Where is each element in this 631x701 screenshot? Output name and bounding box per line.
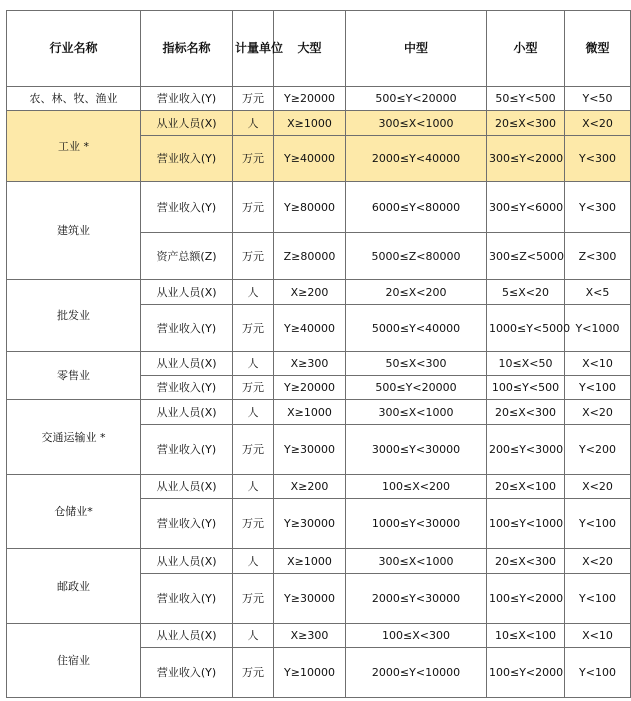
industry-name: 交通运输业 *: [7, 400, 141, 475]
cell-small: 300≤Z<5000: [487, 233, 565, 280]
cell-metric: 资产总额(Z): [141, 233, 233, 280]
cell-large: Y≥40000: [274, 305, 346, 352]
cell-unit: 人: [233, 280, 274, 305]
cell-large: X≥300: [274, 352, 346, 376]
cell-micro: Y<100: [565, 376, 631, 400]
cell-metric: 营业收入(Y): [141, 648, 233, 698]
cell-large: Y≥20000: [274, 87, 346, 111]
cell-metric: 营业收入(Y): [141, 376, 233, 400]
cell-large: Y≥10000: [274, 648, 346, 698]
cell-unit: 万元: [233, 87, 274, 111]
cell-medium: 50≤X<300: [346, 352, 487, 376]
cell-small: 50≤Y<500: [487, 87, 565, 111]
enterprise-size-table: [6, 10, 631, 698]
cell-micro: X<20: [565, 475, 631, 499]
cell-medium: 300≤X<1000: [346, 549, 487, 574]
industry-name: 工业 *: [7, 111, 141, 182]
cell-small: 20≤X<300: [487, 549, 565, 574]
header-unit: 计量单位: [233, 11, 274, 87]
cell-small: 100≤Y<2000: [487, 574, 565, 624]
cell-unit: 万元: [233, 233, 274, 280]
cell-micro: Z<300: [565, 233, 631, 280]
cell-medium: 500≤Y<20000: [346, 376, 487, 400]
cell-medium: 500≤Y<20000: [346, 87, 487, 111]
cell-metric: 从业人员(X): [141, 280, 233, 305]
cell-unit: 万元: [233, 425, 274, 475]
table-row: [7, 182, 631, 233]
cell-medium: 300≤X<1000: [346, 400, 487, 425]
cell-unit: 万元: [233, 136, 274, 182]
cell-small: 300≤Y<2000: [487, 136, 565, 182]
cell-unit: 万元: [233, 305, 274, 352]
industry-name: 农、林、牧、渔业: [7, 87, 141, 111]
cell-large: Y≥30000: [274, 425, 346, 475]
table-row: [7, 624, 631, 648]
cell-small: 1000≤Y<5000: [487, 305, 565, 352]
cell-medium: 2000≤Y<30000: [346, 574, 487, 624]
table-row: [7, 87, 631, 111]
cell-unit: 万元: [233, 574, 274, 624]
cell-large: Y≥20000: [274, 376, 346, 400]
cell-metric: 从业人员(X): [141, 624, 233, 648]
cell-large: Z≥80000: [274, 233, 346, 280]
cell-micro: Y<50: [565, 87, 631, 111]
cell-metric: 从业人员(X): [141, 549, 233, 574]
cell-large: X≥1000: [274, 549, 346, 574]
cell-small: 10≤X<100: [487, 624, 565, 648]
cell-medium: 5000≤Z<80000: [346, 233, 487, 280]
table-row: [7, 352, 631, 376]
cell-medium: 2000≤Y<10000: [346, 648, 487, 698]
cell-large: Y≥30000: [274, 499, 346, 549]
cell-micro: Y<200: [565, 425, 631, 475]
cell-small: 20≤X<100: [487, 475, 565, 499]
cell-metric: 营业收入(Y): [141, 499, 233, 549]
table-row: [7, 549, 631, 574]
cell-small: 100≤Y<500: [487, 376, 565, 400]
cell-large: X≥300: [274, 624, 346, 648]
cell-small: 300≤Y<6000: [487, 182, 565, 233]
cell-large: X≥200: [274, 475, 346, 499]
cell-medium: 6000≤Y<80000: [346, 182, 487, 233]
cell-micro: Y<100: [565, 648, 631, 698]
table-row: [7, 280, 631, 305]
cell-micro: X<20: [565, 549, 631, 574]
cell-medium: 2000≤Y<40000: [346, 136, 487, 182]
cell-medium: 3000≤Y<30000: [346, 425, 487, 475]
cell-large: Y≥30000: [274, 574, 346, 624]
cell-micro: X<10: [565, 352, 631, 376]
cell-metric: 从业人员(X): [141, 400, 233, 425]
cell-metric: 营业收入(Y): [141, 182, 233, 233]
cell-medium: 300≤X<1000: [346, 111, 487, 136]
table-row: [7, 475, 631, 499]
table-row: [7, 111, 631, 136]
cell-unit: 人: [233, 111, 274, 136]
header-metric: 指标名称: [141, 11, 233, 87]
cell-unit: 人: [233, 624, 274, 648]
header-micro: 微型: [565, 11, 631, 87]
cell-small: 100≤Y<2000: [487, 648, 565, 698]
cell-small: 200≤Y<3000: [487, 425, 565, 475]
cell-large: X≥200: [274, 280, 346, 305]
cell-metric: 营业收入(Y): [141, 87, 233, 111]
cell-large: X≥1000: [274, 400, 346, 425]
cell-metric: 营业收入(Y): [141, 574, 233, 624]
cell-unit: 人: [233, 475, 274, 499]
cell-micro: Y<100: [565, 574, 631, 624]
header-small: 小型: [487, 11, 565, 87]
cell-unit: 万元: [233, 182, 274, 233]
cell-unit: 人: [233, 400, 274, 425]
cell-small: 5≤X<20: [487, 280, 565, 305]
cell-medium: 1000≤Y<30000: [346, 499, 487, 549]
cell-small: 10≤X<50: [487, 352, 565, 376]
cell-unit: 万元: [233, 376, 274, 400]
cell-metric: 营业收入(Y): [141, 136, 233, 182]
cell-micro: Y<300: [565, 136, 631, 182]
cell-micro: Y<300: [565, 182, 631, 233]
cell-medium: 100≤X<300: [346, 624, 487, 648]
header-industry: 行业名称: [7, 11, 141, 87]
cell-micro: X<5: [565, 280, 631, 305]
table-body: [7, 87, 631, 698]
cell-large: Y≥80000: [274, 182, 346, 233]
cell-medium: 100≤X<200: [346, 475, 487, 499]
cell-micro: X<20: [565, 111, 631, 136]
cell-unit: 万元: [233, 499, 274, 549]
cell-micro: Y<1000: [565, 305, 631, 352]
cell-unit: 人: [233, 352, 274, 376]
industry-name: 仓储业*: [7, 475, 141, 549]
industry-name: 邮政业: [7, 549, 141, 624]
industry-name: 住宿业: [7, 624, 141, 698]
cell-metric: 从业人员(X): [141, 111, 233, 136]
cell-medium: 20≤X<200: [346, 280, 487, 305]
cell-micro: X<10: [565, 624, 631, 648]
cell-metric: 从业人员(X): [141, 475, 233, 499]
cell-metric: 营业收入(Y): [141, 305, 233, 352]
cell-small: 20≤X<300: [487, 111, 565, 136]
cell-small: 100≤Y<1000: [487, 499, 565, 549]
header-medium: 中型: [346, 11, 487, 87]
cell-unit: 万元: [233, 648, 274, 698]
cell-micro: X<20: [565, 400, 631, 425]
cell-large: X≥1000: [274, 111, 346, 136]
industry-name: 批发业: [7, 280, 141, 352]
industry-name: 建筑业: [7, 182, 141, 280]
cell-unit: 人: [233, 549, 274, 574]
cell-large: Y≥40000: [274, 136, 346, 182]
cell-micro: Y<100: [565, 499, 631, 549]
cell-metric: 营业收入(Y): [141, 425, 233, 475]
header-large: 大型: [274, 11, 346, 87]
cell-medium: 5000≤Y<40000: [346, 305, 487, 352]
cell-metric: 从业人员(X): [141, 352, 233, 376]
table-row: [7, 400, 631, 425]
cell-small: 20≤X<300: [487, 400, 565, 425]
industry-name: 零售业: [7, 352, 141, 400]
